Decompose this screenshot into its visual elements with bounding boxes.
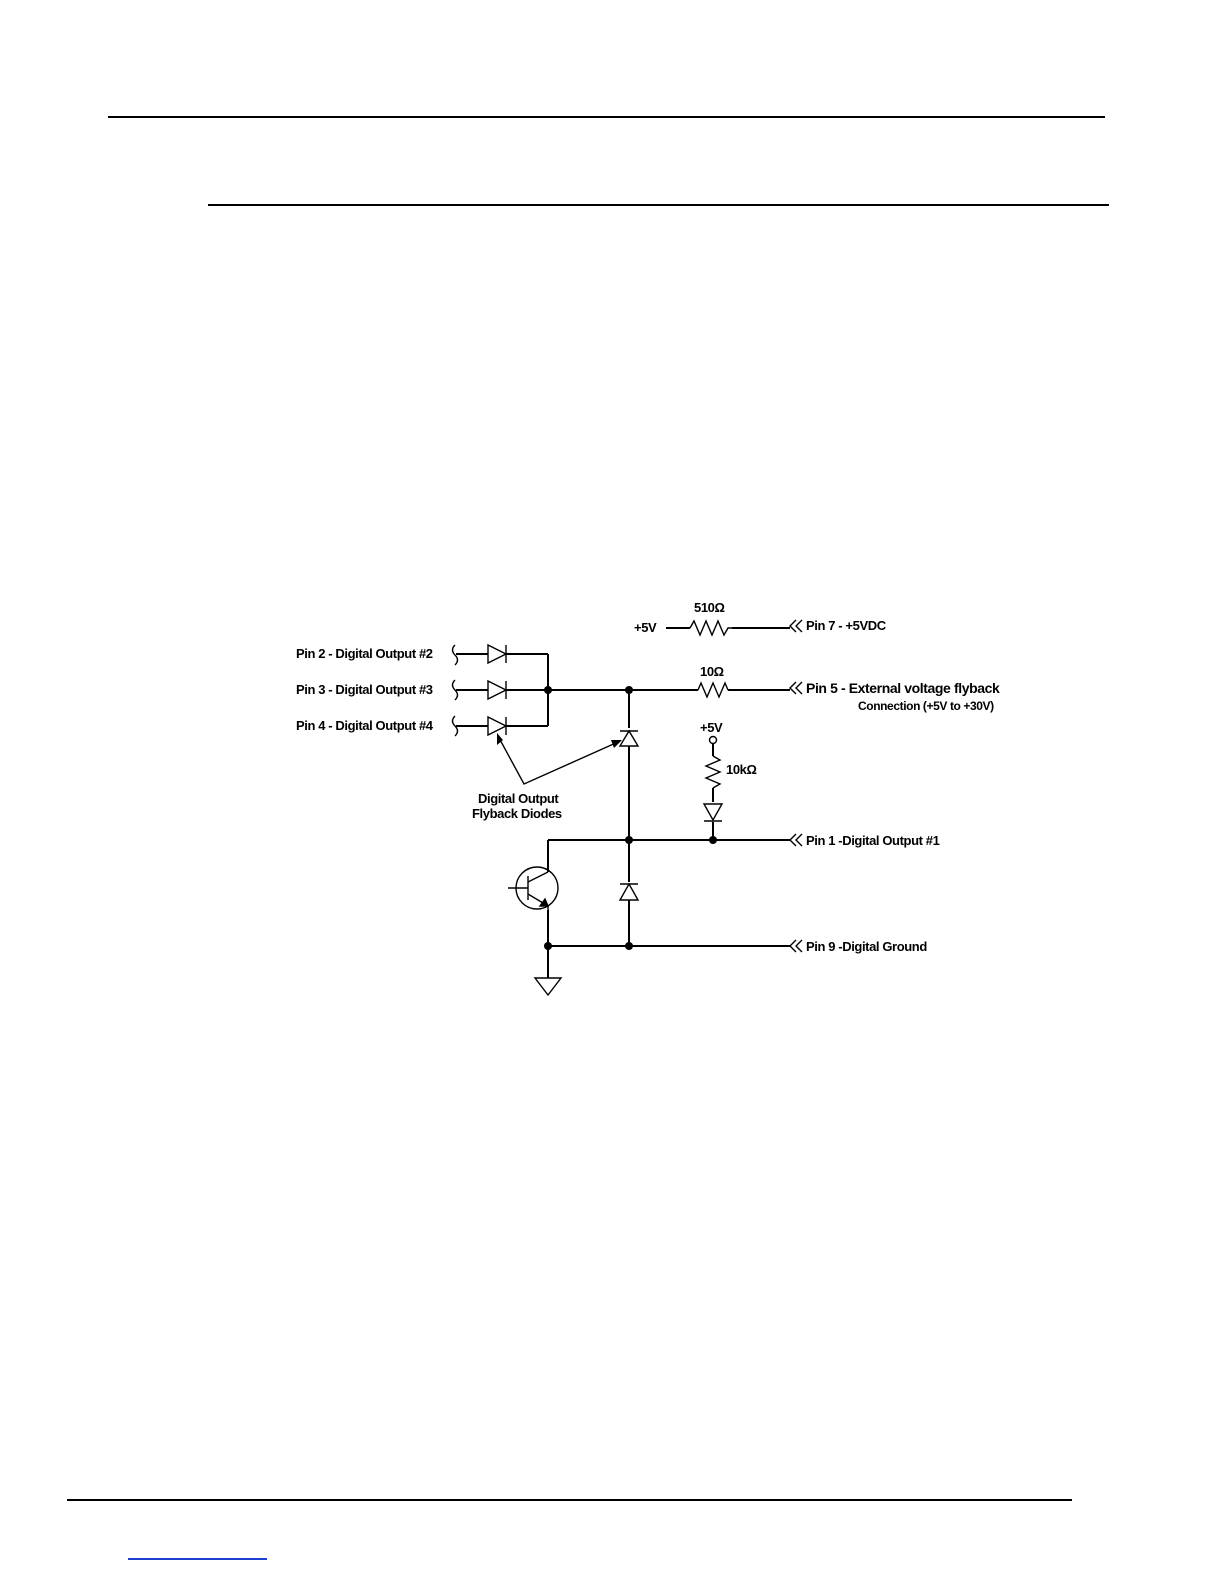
diode-flyback-lower xyxy=(620,884,638,900)
resistor-10-ohm xyxy=(698,683,728,697)
resistor-10k-ohm xyxy=(706,756,720,788)
connector-pin5 xyxy=(790,682,802,694)
label-pin7: Pin 7 - +5VDC xyxy=(806,618,886,633)
diode-pin3 xyxy=(488,681,506,699)
label-pin2: Pin 2 - Digital Output #2 xyxy=(296,646,433,661)
label-plus5v-top: +5V xyxy=(634,620,657,635)
junction-dots xyxy=(544,686,717,950)
label-pin1: Pin 1 -Digital Output #1 xyxy=(806,833,940,848)
label-pin5: Pin 5 - External voltage flyback xyxy=(806,680,1000,696)
label-flyback-line1: Digital Output xyxy=(478,791,559,806)
label-flyback-line2: Flyback Diodes xyxy=(472,806,562,821)
diode-pin2 xyxy=(488,645,506,663)
resistor-510-ohm xyxy=(690,621,732,635)
label-plus5v-mid: +5V xyxy=(700,720,723,735)
label-10k-ohm: 10kΩ xyxy=(726,762,757,777)
connector-pin1 xyxy=(790,834,802,846)
terminal-plus5v xyxy=(710,737,717,744)
diode-flyback-upper xyxy=(620,731,638,746)
flyback-callout-arrow xyxy=(497,733,622,784)
connector-pin7 xyxy=(790,620,802,632)
label-pin5-connection: Connection (+5V to +30V) xyxy=(858,699,994,713)
label-pin3: Pin 3 - Digital Output #3 xyxy=(296,682,433,697)
diode-pin4 xyxy=(488,717,506,735)
label-10-ohm: 10Ω xyxy=(700,664,724,679)
label-pin9: Pin 9 -Digital Ground xyxy=(806,939,927,954)
connector-pin9 xyxy=(790,940,802,952)
label-510-ohm: 510Ω xyxy=(694,600,725,615)
diode-pullup xyxy=(704,804,722,821)
npn-transistor xyxy=(508,867,558,910)
ground-symbol xyxy=(535,978,561,995)
label-pin4: Pin 4 - Digital Output #4 xyxy=(296,718,433,733)
